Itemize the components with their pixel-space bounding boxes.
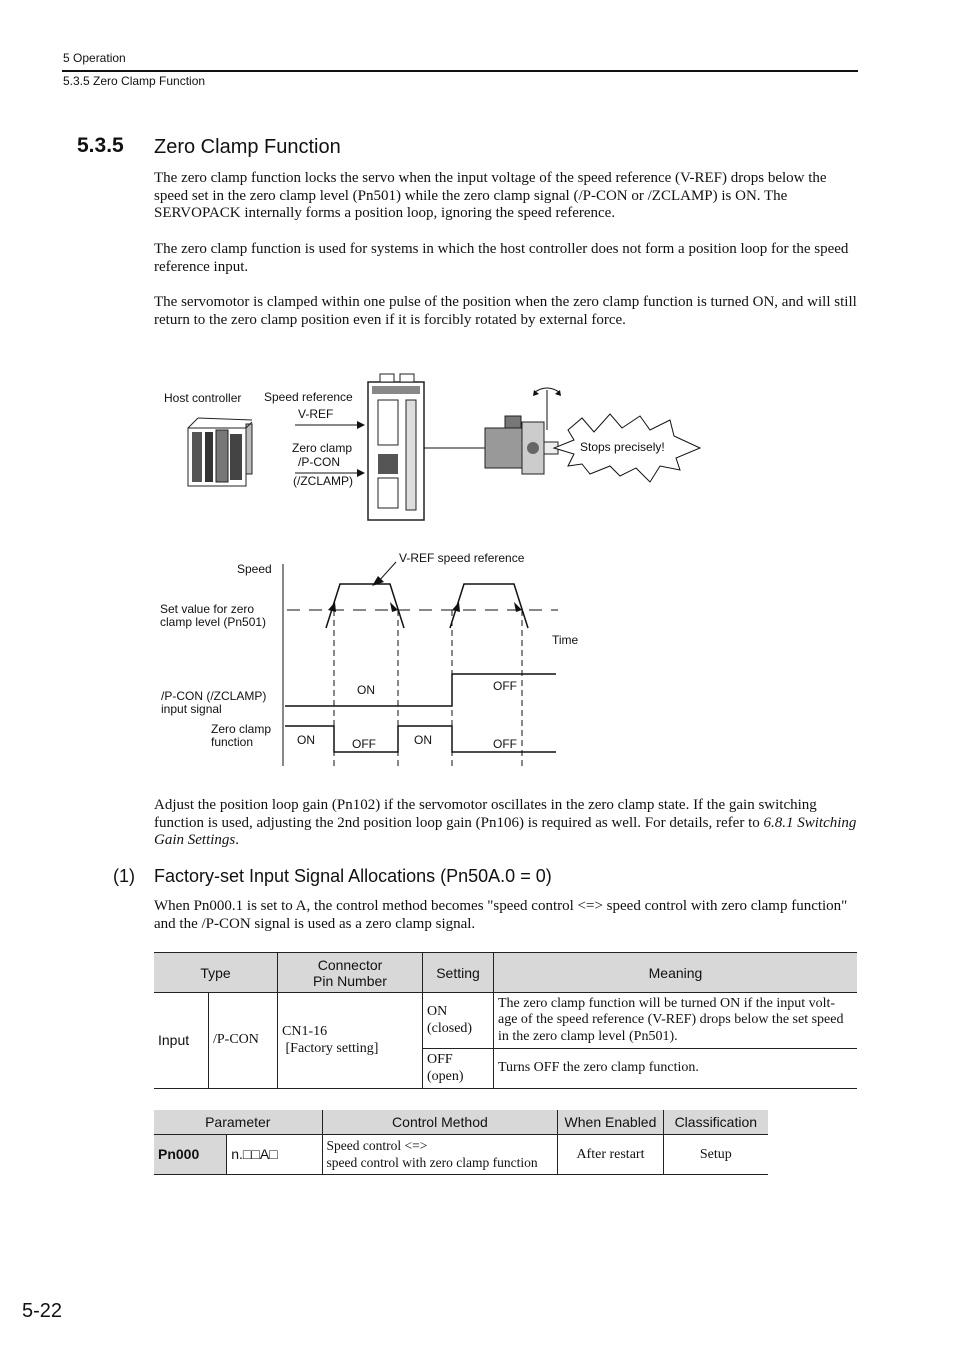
time-axis-label: Time xyxy=(552,633,579,647)
zclamp-label: (/ZCLAMP) xyxy=(293,474,353,488)
host-controller-label: Host controller xyxy=(164,391,242,405)
th-when-enabled: When Enabled xyxy=(558,1110,663,1134)
paragraph-3: The servomotor is clamped within one pulse of the position when the zero clamp function is turned ON, and will still return to the zero clamp position even if it is forcibly rotated by external force. xyxy=(154,294,857,328)
paragraph-2: The zero clamp function is used for systems in which the host controller does not form a position loop for the speed reference input. xyxy=(154,241,849,275)
parameter-table xyxy=(154,1110,768,1175)
zc-on-label-1: ON xyxy=(297,733,315,747)
pcon-signal-label-2: input signal xyxy=(161,702,222,716)
vref-label: V-REF xyxy=(298,407,334,421)
cell-when-enabled: After restart xyxy=(558,1134,663,1174)
zero-clamp-function-label-1: Zero clamp xyxy=(211,722,272,736)
subsection-title: Factory-set Input Signal Allocations (Pn50A.0 = 0) xyxy=(154,866,552,886)
cell-type: Input xyxy=(154,993,209,1089)
zero-clamp-function-label-2: function xyxy=(211,735,254,749)
zc-on-label-2: ON xyxy=(414,733,432,747)
zero-clamp-label: Zero clamp xyxy=(292,441,353,455)
section-title: Zero Clamp Function xyxy=(154,136,341,158)
table-row xyxy=(154,993,857,1049)
th-connector: Connector Pin Number xyxy=(278,953,423,993)
pcon-on-label: ON xyxy=(357,683,375,697)
th-parameter: Parameter xyxy=(154,1110,322,1134)
vref-speed-reference-label: V-REF speed reference xyxy=(399,551,525,565)
cell-param-value: n.□□A□ xyxy=(227,1134,322,1174)
th-classification: Classification xyxy=(663,1110,768,1134)
speed-axis-label: Speed xyxy=(237,562,272,576)
pcon-label: /P-CON xyxy=(298,455,340,469)
speed-reference-label: Speed reference xyxy=(264,390,353,404)
header-rule xyxy=(62,70,858,72)
paragraph-4 xyxy=(154,797,858,850)
page-number: 5-22 xyxy=(22,1300,63,1322)
servopack-illustration xyxy=(368,374,424,520)
pcon-signal-label-1: /P-CON (/ZCLAMP) xyxy=(161,689,267,703)
cell-control-method: Speed control <=> speed control with zero clamp function xyxy=(322,1134,558,1174)
th-type: Type xyxy=(154,953,278,993)
set-value-label-1: Set value for zero xyxy=(160,602,255,616)
stops-precisely-label: Stops precisely! xyxy=(580,440,665,454)
cell-setting-on: ON (closed) xyxy=(423,993,494,1049)
header-chapter: 5 Operation xyxy=(63,51,126,65)
section-number: 5.3.5 xyxy=(77,134,124,157)
cell-meaning-on: The zero clamp function will be turned ON if the input volt-age of the speed reference (V-REF) drops below the set speed in the zero clamp level (Pn501). xyxy=(494,993,858,1049)
cell-signal: /P-CON xyxy=(209,993,278,1089)
subsection-number: (1) xyxy=(113,866,135,886)
cell-setting-off: OFF (open) xyxy=(423,1049,494,1089)
th-setting: Setting xyxy=(423,953,494,993)
pcon-off-label: OFF xyxy=(493,679,517,693)
cell-meaning-off: Turns OFF the zero clamp function. xyxy=(494,1049,858,1089)
set-value-label-2: clamp level (Pn501) xyxy=(160,615,267,629)
paragraph-1: The zero clamp function locks the servo when the input voltage of the speed reference (V-REF) drops below the speed set in the zero clamp level (Pn501) while the zero clamp signal (/P-CON or /ZCLAMP) is ON. The SERVOPACK internally forms a position loop, ignoring the speed reference. xyxy=(154,170,827,221)
cell-pin: CN1-16 [Factory setting] xyxy=(278,993,423,1089)
th-control-method: Control Method xyxy=(322,1110,558,1134)
th-meaning: Meaning xyxy=(494,953,858,993)
zc-off-label-1: OFF xyxy=(352,737,376,751)
reference-link[interactable]: 6.8.1 Switching Gain Settings xyxy=(154,814,857,848)
table-row xyxy=(154,1134,768,1174)
signal-allocation-table xyxy=(154,952,857,1089)
paragraph-4-end: . xyxy=(235,832,239,848)
cell-classification: Setup xyxy=(663,1134,768,1174)
host-controller-illustration xyxy=(188,418,252,486)
zc-off-label-2: OFF xyxy=(493,737,517,751)
header-section: 5.3.5 Zero Clamp Function xyxy=(63,74,206,88)
cell-param: Pn000 xyxy=(154,1134,227,1174)
paragraph-4-text: Adjust the position loop gain (Pn102) if the servomotor oscillates in the zero clamp state. If the gain switching function is used, adjusting the 2nd position loop gain (Pn106) is required as well. For details, refer to xyxy=(154,797,817,831)
subsection-text: When Pn000.1 is set to A, the control method becomes "speed control <=> speed control with zero clamp function" and the /P-CON signal is used as a zero clamp signal. xyxy=(154,898,848,932)
